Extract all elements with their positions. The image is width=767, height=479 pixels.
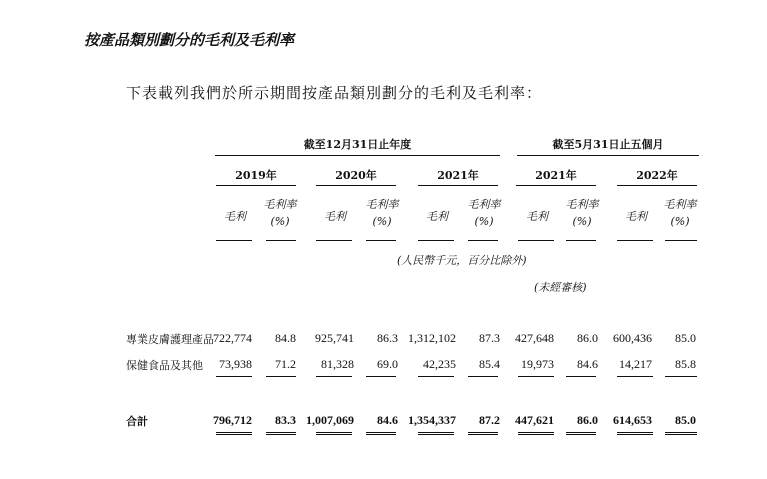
- total-double-rule: [518, 432, 554, 435]
- col-rule: [216, 240, 252, 241]
- cell-margin-total: 84.6: [377, 413, 398, 427]
- cell-profit: 1,312,102: [408, 331, 456, 345]
- total-double-rule: [216, 432, 252, 435]
- group-rule-year: [215, 155, 500, 156]
- cell-margin: 85.8: [675, 357, 696, 371]
- cell-profit: 42,235: [423, 357, 456, 371]
- col-rule: [665, 240, 697, 241]
- col-header-margin: 毛利率 (%): [565, 198, 599, 228]
- col-rule: [468, 240, 498, 241]
- unit-note: (人民幣千元，百分比除外): [397, 254, 527, 267]
- cell-profit-total: 447,621: [515, 413, 554, 427]
- total-double-rule: [566, 432, 596, 435]
- year-header-2022-five-months: 2022年: [636, 169, 678, 182]
- cell-profit: 81,328: [321, 357, 354, 371]
- col-rule: [418, 240, 454, 241]
- subtotal-rule: [518, 376, 554, 377]
- cell-margin: 86.3: [377, 331, 398, 345]
- section-title: 按產品類別劃分的毛利及毛利率: [84, 31, 295, 49]
- year-rule: [216, 185, 296, 186]
- total-double-rule: [665, 432, 697, 435]
- cell-profit: 600,436: [613, 331, 652, 345]
- cell-margin: 85.4: [479, 357, 500, 371]
- subtotal-rule: [266, 376, 296, 377]
- group-header-five-months: 截至5月31日止五個月: [552, 138, 664, 151]
- total-double-rule: [617, 432, 653, 435]
- total-double-rule: [366, 432, 396, 435]
- col-header-profit: 毛利: [224, 210, 246, 223]
- intro-text: 下表載列我們於所示期間按產品類別劃分的毛利及毛利率：: [126, 84, 543, 102]
- cell-margin: 87.3: [479, 331, 500, 345]
- cell-margin-total: 87.2: [479, 413, 500, 427]
- year-header-2019: 2019年: [235, 169, 277, 182]
- col-rule: [617, 240, 653, 241]
- cell-margin: 84.8: [275, 331, 296, 345]
- total-double-rule: [468, 432, 498, 435]
- subtotal-rule: [366, 376, 396, 377]
- cell-profit: 14,217: [619, 357, 652, 371]
- cell-margin-total: 86.0: [577, 413, 598, 427]
- row-label: 保健食品及其他: [126, 359, 203, 372]
- cell-profit: 73,938: [219, 357, 252, 371]
- col-header-profit: 毛利: [526, 210, 548, 223]
- subtotal-rule: [418, 376, 454, 377]
- cell-profit-total: 796,712: [213, 413, 252, 427]
- subtotal-rule: [617, 376, 653, 377]
- col-header-profit: 毛利: [426, 210, 448, 223]
- cell-margin: 69.0: [377, 357, 398, 371]
- col-header-margin: 毛利率 (%): [663, 198, 697, 228]
- unaudited-note: (未經審核): [534, 281, 587, 294]
- year-header-2021-five-months: 2021年: [535, 169, 577, 182]
- total-double-rule: [266, 432, 296, 435]
- cell-profit: 925,741: [315, 331, 354, 345]
- col-rule: [266, 240, 296, 241]
- year-header-2020: 2020年: [335, 169, 377, 182]
- total-double-rule: [418, 432, 454, 435]
- cell-profit: 427,648: [515, 331, 554, 345]
- cell-margin: 84.6: [577, 357, 598, 371]
- col-header-margin: 毛利率 (%): [365, 198, 399, 228]
- cell-margin: 85.0: [675, 331, 696, 345]
- cell-profit: 19,973: [521, 357, 554, 371]
- year-header-2021: 2021年: [437, 169, 479, 182]
- row-label-total: 合計: [126, 415, 148, 428]
- cell-margin-total: 83.3: [275, 413, 296, 427]
- col-header-profit: 毛利: [324, 210, 346, 223]
- year-rule: [516, 185, 596, 186]
- group-header-year: 截至12月31日止年度: [303, 138, 412, 151]
- cell-profit-total: 614,653: [613, 413, 652, 427]
- cell-profit-total: 1,354,337: [408, 413, 456, 427]
- year-rule: [617, 185, 697, 186]
- subtotal-rule: [316, 376, 352, 377]
- col-rule: [518, 240, 554, 241]
- col-rule: [366, 240, 396, 241]
- cell-profit: 722,774: [213, 331, 252, 345]
- cell-margin: 86.0: [577, 331, 598, 345]
- cell-profit-total: 1,007,069: [306, 413, 354, 427]
- col-header-margin: 毛利率 (%): [263, 198, 297, 228]
- col-rule: [316, 240, 352, 241]
- col-rule: [566, 240, 596, 241]
- row-label: 專業皮膚護理產品: [126, 333, 214, 346]
- year-rule: [418, 185, 498, 186]
- subtotal-rule: [216, 376, 252, 377]
- subtotal-rule: [665, 376, 697, 377]
- cell-margin: 71.2: [275, 357, 296, 371]
- col-header-margin: 毛利率 (%): [467, 198, 501, 228]
- year-rule: [316, 185, 396, 186]
- col-header-profit: 毛利: [625, 210, 647, 223]
- subtotal-rule: [468, 376, 498, 377]
- subtotal-rule: [566, 376, 596, 377]
- group-rule-five-months: [517, 155, 699, 156]
- cell-margin-total: 85.0: [675, 413, 696, 427]
- total-double-rule: [316, 432, 352, 435]
